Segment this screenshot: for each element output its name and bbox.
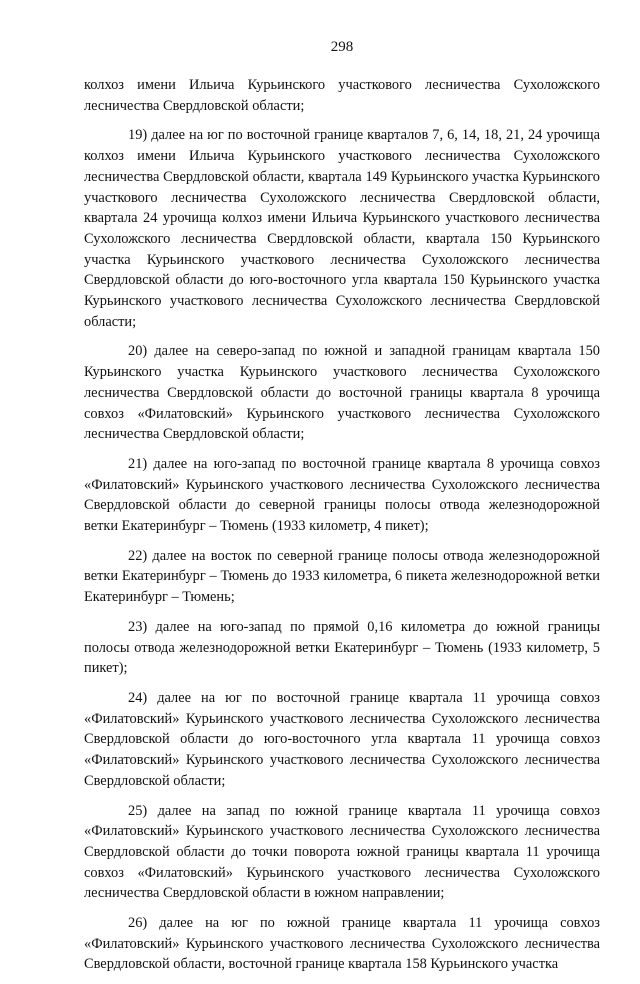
paragraph-item-26: 26) далее на юг по южной границе квартала 11 урочища совхоз «Филатовский» Курьинского участкового лесничества Сухоложского лесничества Свердловской области, восточной границе квартала 158 Курьинского участка — [84, 915, 600, 973]
paragraph-item-19: 19) далее на юг по восточной границе кварталов 7, 6, 14, 18, 21, 24 урочища колхоз имени Ильича Курьинского участкового лесничества Сухоложского лесничества Свердловской области, квартала 149 Курьинского участка Курьинского участкового лесничества Сухоложского лесничества Свердловской области, квартала 24 урочища колхоз имени Ильича Курьинского участкового лесничества Сухоложского лесничества Свердловской области, квартала 150 Курьинского участка Курьинского участкового лесничества Сухоложского лесничества Свердловской области до юго-восточного угла квартала 150 Курьинского участка Курьинского участкового лесничества Сухоложского лесничества Свердловской области; — [84, 127, 600, 330]
paragraph-item-25: 25) далее на запад по южной границе квартала 11 урочища совхоз «Филатовский» Курьинского участкового лесничества Сухоложского лесничества Свердловской области до точки поворота южной границы квартала 11 урочища совхоз «Филатовский» Курьинского участкового лесничества Сухоложского лесничества Свердловской области в южном направлении; — [84, 802, 600, 902]
paragraph-item-21: 21) далее на юго-запад по восточной границе квартала 8 урочища совхоз «Филатовский» Курьинского участкового лесничества Сухоложского лесничества Свердловской области до северной границы полосы отвода железнодорожной ветки Екатеринбург – Тюмень (1933 километр, 4 пикет); — [84, 455, 600, 535]
paragraph-item-24: 24) далее на юг по восточной границе квартала 11 урочища совхоз «Филатовский» Курьинского участкового лесничества Сухоложского лесничества Свердловской области до юго-восточного угла квартала 11 урочища совхоз «Филатовский» Курьинского участкового лесничества Сухоложского лесничества Свердловской области; — [84, 689, 600, 789]
paragraph-item-23: 23) далее на юго-запад по прямой 0,16 километра до южной границы полосы отвода железнодорожной ветки Екатеринбург – Тюмень (1933 километр, 5 пикет); — [84, 618, 600, 677]
paragraph-continuation: колхоз имени Ильича Курьинского участкового лесничества Сухоложского лесничества Свердловской области; — [84, 77, 600, 114]
page-number: 298 — [330, 39, 354, 55]
paragraph-item-20: 20) далее на северо-запад по южной и западной границам квартала 150 Курьинского участка Курьинского участкового лесничества Сухоложского лесничества Свердловской области до восточной границы квартала 8 урочища совхоз «Филатовский» Курьинского участкового лесничества Сухоложского лесничества Свердловской области; — [84, 343, 600, 443]
document-page — [84, 38, 600, 984]
paragraph-item-22: 22) далее на восток по северной границе полосы отвода железнодорожной ветки Екатеринбург – Тюмень до 1933 километра, 6 пикета железнодорожной ветки Екатеринбург – Тюмень; — [84, 547, 600, 606]
